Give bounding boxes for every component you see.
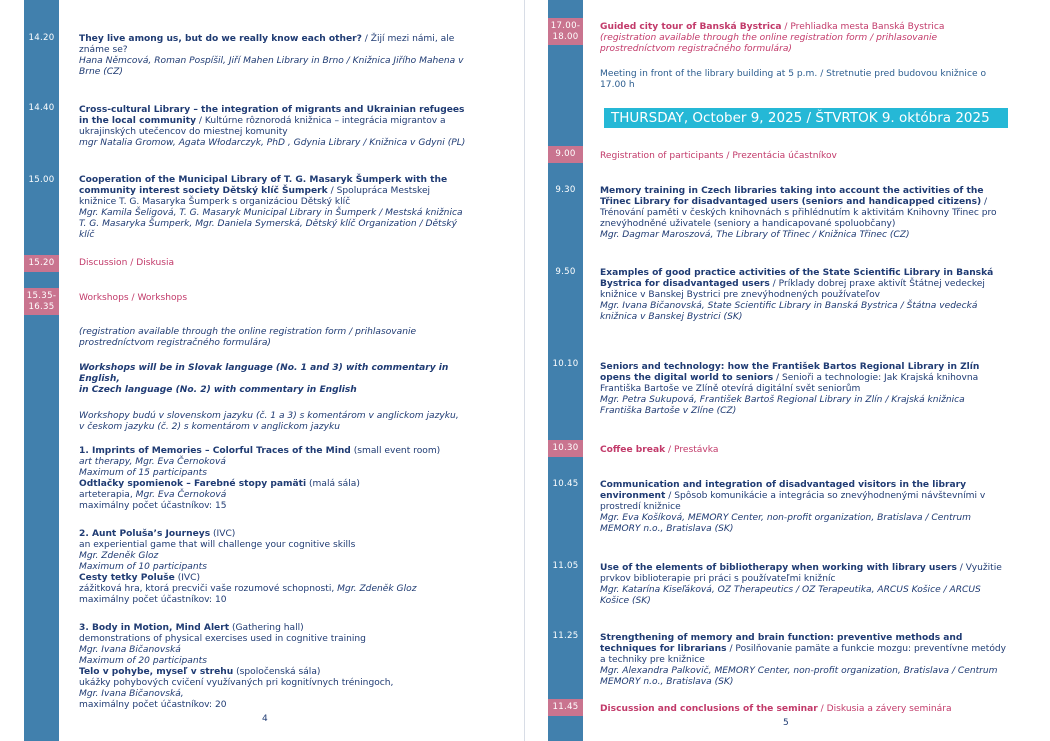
- entry-title: Seniors and technology: how the František Bartos Regional Library in Zlín opens the digital world to seniors: [600, 362, 980, 383]
- entry-authors: mgr Natalia Gromow, Agata Włodarczyk, PhD , Gdynia Library / Knižnica v Gdyni (PL): [79, 138, 466, 148]
- entry-title-sk: Trénování paměti v českých knihovnách s přihlédnutím k aktivitám Knihovny Třinec pro znevýhodněné uživatele (seniory a handicapované spoluobčany): [600, 208, 997, 229]
- entry-authors: Hana Němcová, Roman Pospíšil, Jiří Mahen Library in Brno / Knižnica Jiřího Mahena v Brne (CZ): [79, 56, 464, 77]
- time-label: 14.20: [28, 33, 55, 43]
- workshop-title: 2. Aunt Poluša’s Journeys: [79, 529, 211, 539]
- entry-title: Cross-cultural Library – the integration of migrants and Ukrainian refugees in the local community: [79, 105, 465, 126]
- program-entry: Examples of good practice activities of the State Scientific Library in Banská Bystrica for disadvantaged users / Príklady dobrej praxe aktivít Štátnej vedeckej knižnice v Banskej Bystrici pre znevýhodnených používateľov Mgr. Ivana Bičanovská, State Scientific Library in Banská Bystrica / Štátna vedecká knižnica v Banskej Bystrici (SK): [600, 268, 994, 322]
- workshops-entry: Workshops / Workshops: [79, 293, 188, 303]
- time-label: 15.00: [28, 175, 55, 185]
- right-page: [525, 0, 1050, 741]
- registration-entry: Registration of participants / Prezentácia účastníkov: [600, 151, 837, 161]
- workshop-title-sk: Cesty tetky Poluše: [79, 573, 175, 583]
- entry-authors: Mgr. Petra Sukupová, František Bartoš Regional Library in Zlín / Krajská knižnica Františka Bartoše v Zlíne (CZ): [600, 395, 965, 416]
- time-label: 10.45: [552, 479, 579, 489]
- entry-title-sk: Senioři a technologie: Jak Krajská knihovna Františka Bartoše ve Zlíně otevírá digitální svět seniorům: [600, 373, 979, 394]
- time-label-highlight: 10.30: [548, 440, 583, 457]
- entry-authors: Mgr. Eva Košíková, MEMORY Center, non-profit organization, Bratislava / Centrum MEMORY n.o., Bratislava (SK): [600, 513, 972, 534]
- time-label-highlight: 9.00: [548, 146, 583, 163]
- entry-title: Examples of good practice activities of the State Scientific Library in Banská Bystrica for disadvantaged users: [600, 268, 994, 289]
- time-label: 9.50: [555, 267, 576, 277]
- page-number: 4: [262, 714, 268, 724]
- day-header: THURSDAY, October 9, 2025 / ŠTVRTOK 9. októbra 2025: [604, 108, 1008, 128]
- tour-entry: Guided city tour of Banská Bystrica / Prehliadka mesta Banská Bystrica (registration available through the online registration form / prihlasovanie prostredníctvom registračného formulára): [600, 22, 945, 54]
- entry-title-sk: Spôsob komunikácie a integrácia so znevýhodnenými návštevními v prostredí knižnice: [600, 491, 986, 512]
- page-number: 5: [783, 718, 789, 728]
- program-entry: Cross-cultural Library – the integration of migrants and Ukrainian refugees in the local community / Kultúrne rôznorodá knižnica – integrácia migrantov a ukrajinských utečencov do miestnej komunity mgr Natalia Gromow, Agata Włodarczyk, PhD , Gdynia Library / Knižnica v Gdyni (PL): [79, 105, 466, 148]
- discussion-entry: Discussion / Diskusia: [79, 258, 175, 268]
- workshops-language-note-en: Workshops will be in Slovak language (No. 1 and 3) with commentary in English, in Czech language (No. 2) with commentary in English: [79, 363, 449, 395]
- closing-entry: Discussion and conclusions of the seminar / Diskusia a závery seminára: [600, 704, 952, 714]
- entry-title: Communication and integration of disadvantaged visitors in the library environment: [600, 480, 967, 501]
- program-entry: Communication and integration of disadvantaged visitors in the library environment / Spôsob komunikácie a integrácia so znevýhodnenými návštevními v prostredí knižnice Mgr. Eva Košíková, MEMORY Center, non-profit organization, Bratislava / Centrum MEMORY n.o., Bratislava (SK): [600, 480, 986, 534]
- workshop-item: 1. Imprints of Memories – Colorful Traces of the Mind (small event room) art therapy, Mgr. Eva Černoková Maximum of 15 participants Odtlačky spomienok – Farebné stopy pamäti (malá sála) arteterapia, Mgr. Eva Černoková maximálny počet účastníkov: 15: [79, 446, 441, 511]
- workshop-item: 3. Body in Motion, Mind Alert (Gathering hall) demonstrations of physical exercises used in cognitive training Mgr. Ivana Bičanovská Maximum of 20 participants Telo v pohybe, myseľ v strehu (spoločenská sála) ukážky pohybových cvičení využívaných pri kognitívnych tréningoch, Mgr. Ivana Bičanovská, maximálny počet účastníkov: 20: [79, 623, 394, 710]
- coffee-break-entry: Coffee break / Prestávka: [600, 445, 719, 455]
- workshop-title: 1. Imprints of Memories – Colorful Traces of the Mind: [79, 446, 351, 456]
- entry-authors: Mgr. Dagmar Maroszová, The Library of Třinec / Knižnica Třinec (CZ): [600, 230, 910, 240]
- entry-authors: Mgr. Ivana Bičanovská, State Scientific Library in Banská Bystrica / Štátna vedecká knižnica v Banskej Bystrici (SK): [600, 301, 978, 322]
- entry-title-sk: Žijí mezi námi, ale známe se?: [79, 34, 455, 55]
- workshop-title-sk: Odtlačky spomienok – Farebné stopy pamäti: [79, 479, 307, 489]
- time-label-highlight: 11.45: [548, 699, 583, 716]
- time-label-highlight: 15.35- 16.35: [24, 288, 59, 315]
- entry-authors: Mgr. Katarína Kiseľáková, OZ Therapeutics / OZ Terapeutika, ARCUS Košice / ARCUS Košice (SK): [600, 585, 981, 606]
- program-entry: Strengthening of memory and brain function: preventive methods and techniques for librarians / Posilňovanie pamäte a funkcie mozgu: preventívne metódy a techniky pre knižnice Mgr. Alexandra Palkovič, MEMORY Center, non-profit organization, Bratislava / Centrum MEMORY n.o., Bratislava (SK): [600, 633, 1007, 687]
- time-label-highlight: 15.20: [24, 255, 59, 272]
- entry-title: They live among us, but do we really know each other?: [79, 34, 362, 44]
- entry-title-sk: Posilňovanie pamäte a funkcie mozgu: preventívne metódy a techniky pre knižnice: [600, 644, 1007, 665]
- program-entry: They live among us, but do we really know each other? / Žijí mezi námi, ale známe se? Hana Němcová, Roman Pospíšil, Jiří Mahen Library in Brno / Knižnica Jiřího Mahena v Brne (CZ): [79, 34, 464, 77]
- entry-authors: Mgr. Alexandra Palkovič, MEMORY Center, non-profit organization, Bratislava / Centrum MEMORY n.o., Bratislava (SK): [600, 666, 998, 687]
- time-label: 14.40: [28, 103, 55, 113]
- program-entry: Use of the elements of bibliotherapy when working with library users / Využitie prvkov biblioterapie pri práci s používateľmi knižníc Mgr. Katarína Kiseľáková, OZ Therapeutics / OZ Terapeutika, ARCUS Košice / ARCUS Košice (SK): [600, 563, 1002, 606]
- entry-title-sk: Príklady dobrej praxe aktivít Štátnej vedeckej knižnice v Banskej Bystrici pre znevýhodnených používateľov: [600, 279, 985, 300]
- program-entry: Cooperation of the Municipal Library of T. G. Masaryk Šumperk with the community interest society Dětský klíč Šumperk / Spolupráca Mestskej knižnice T. G. Masaryka Šumperk s organizáciou Dětský klíč Mgr. Kamila Šeligová, T. G. Masaryk Municipal Library in Šumperk / Mestská knižnica T. G. Masaryka Šumperk, Mgr. Daniela Symerská, Dětský klíč Organization / Dětský klíč: [79, 175, 463, 240]
- entry-authors: Mgr. Kamila Šeligová, T. G. Masaryk Municipal Library in Šumperk / Mestská knižnica T. G. Masaryka Šumperk, Mgr. Daniela Symerská, Dětský klíč Organization / Dětský klíč: [79, 208, 463, 240]
- entry-title-sk: Spolupráca Mestskej knižnice T. G. Masaryka Šumperk s organizáciou Dětský klíč: [79, 186, 431, 207]
- program-entry: Seniors and technology: how the František Bartos Regional Library in Zlín opens the digital world to seniors / Senioři a technologie: Jak Krajská knihovna Františka Bartoše ve Zlíně otevírá digitální svět seniorům Mgr. Petra Sukupová, František Bartoš Regional Library in Zlín / Krajská knižnica Františka Bartoše v Zlíne (CZ): [600, 362, 980, 416]
- entry-title: Strengthening of memory and brain function: preventive methods and techniques for librarians: [600, 633, 963, 654]
- entry-title-sk: Využitie prvkov biblioterapie pri práci s používateľmi knižníc: [600, 563, 1002, 584]
- workshops-registration-note: (registration available through the online registration form / prihlasovanie prostredníctvom registračného formulára): [79, 327, 417, 348]
- entry-title: Use of the elements of bibliotherapy when working with library users: [600, 563, 957, 573]
- time-label-highlight: 17.00- 18.00: [548, 18, 583, 45]
- entry-title: Cooperation of the Municipal Library of T. G. Masaryk Šumperk with the community interest society Dětský klíč Šumperk: [79, 175, 448, 196]
- time-label: 10.10: [552, 359, 579, 369]
- workshop-item: 2. Aunt Poluša’s Journeys (IVC) an experiential game that will challenge your cognitive skills Mgr. Zdeněk Gloz Maximum of 10 participants Cesty tetky Poluše (IVC) zážitková hra, ktorá precviči vaše rozumové schopnosti, Mgr. Zdeněk Gloz maximálny počet účastníkov: 10: [79, 529, 417, 605]
- workshop-title: 3. Body in Motion, Mind Alert: [79, 623, 230, 633]
- time-label: 11.25: [552, 631, 579, 641]
- tour-meeting-note: Meeting in front of the library building at 5 p.m. / Stretnutie pred budovou knižnice o 17.00 h: [600, 69, 987, 90]
- entry-title: Guided city tour of Banská Bystrica: [600, 22, 782, 32]
- program-entry: Memory training in Czech libraries taking into account the activities of the Třinec Library for disadvantaged users (seniors and handicapped citizens) / Trénování paměti v českých knihovnách s přihlédnutím k aktivitám Knihovny Třinec pro znevýhodněné uživatele (seniory a handicapované spoluobčany) Mgr. Dagmar Maroszová, The Library of Třinec / Knižnica Třinec (CZ): [600, 186, 997, 240]
- entry-title: Memory training in Czech libraries taking into account the activities of the Třinec Library for disadvantaged users (seniors and handicapped citizens): [600, 186, 984, 207]
- entry-title-sk: Kultúrne rôznorodá knižnica – integrácia migrantov a ukrajinských utečencov do miestnej komunity: [79, 116, 446, 137]
- time-label: 11.05: [552, 561, 579, 571]
- workshops-language-note-sk: Workshopy budú v slovenskom jazyku (č. 1 a 3) s komentárom v anglickom jazyku, v českom jazyku (č. 2) s komentárom v anglickom jazyku: [79, 411, 459, 432]
- workshop-title-sk: Telo v pohybe, myseľ v strehu: [79, 667, 234, 677]
- time-label: 9.30: [555, 185, 576, 195]
